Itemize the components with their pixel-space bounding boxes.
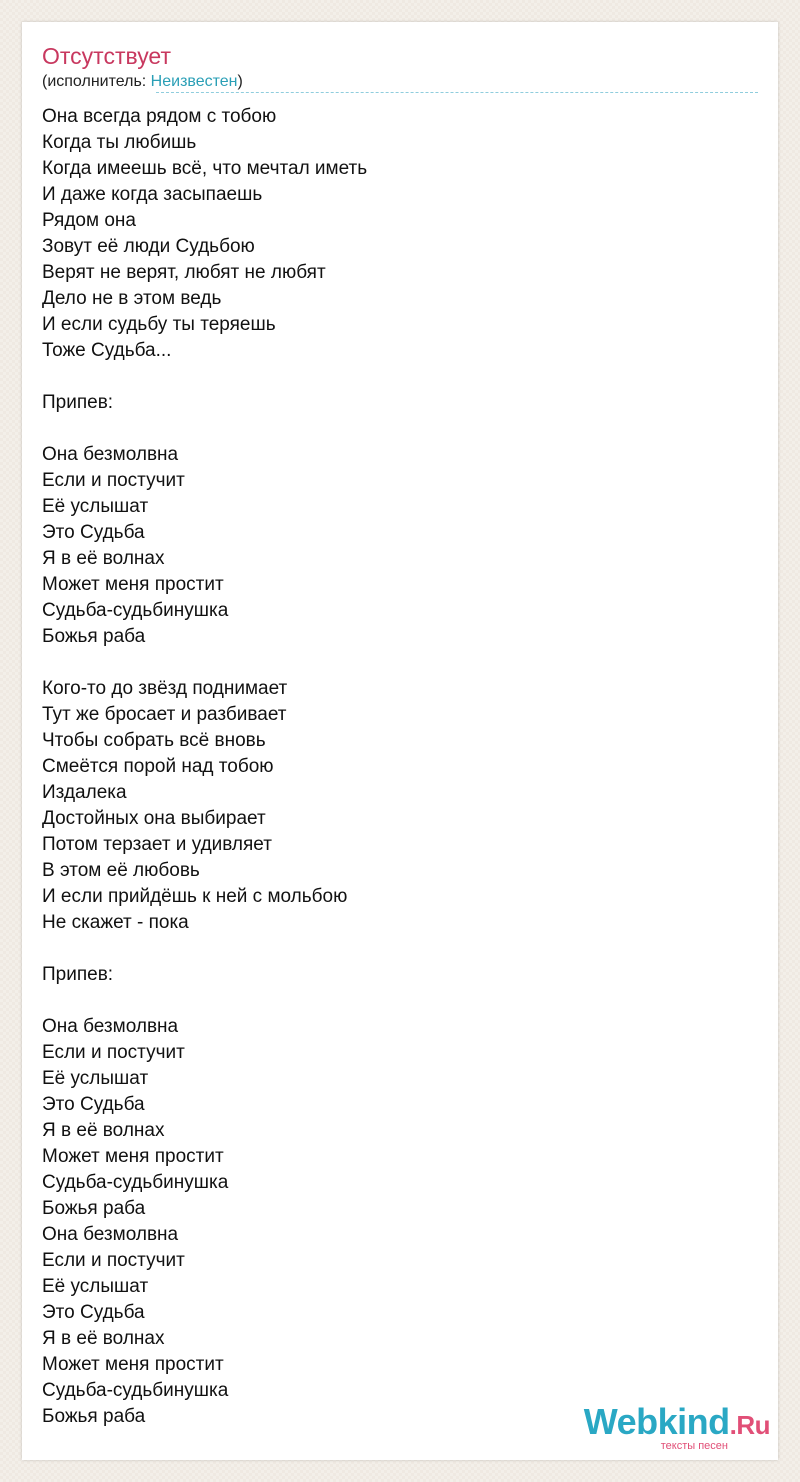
lyrics-line: Это Судьба <box>42 1094 145 1115</box>
lyrics-line: Божья раба <box>42 1198 146 1219</box>
lyrics-line: Издалека <box>42 782 127 803</box>
lyrics-blank-line <box>42 988 367 1014</box>
lyrics-line: Божья раба <box>42 626 146 647</box>
lyrics-line: Я в её волнах <box>42 1328 165 1349</box>
lyrics-blank-line <box>42 650 367 676</box>
lyrics-line: Если и постучит <box>42 1042 185 1063</box>
logo-brand-tld: .Ru <box>729 1410 770 1440</box>
lyrics-line: Её услышат <box>42 496 149 517</box>
song-title: Отсутствует <box>42 43 171 69</box>
lyrics-line: Судьба-судьбинушка <box>42 1172 229 1193</box>
song-meta <box>42 72 243 92</box>
site-logo[interactable] <box>570 1403 770 1452</box>
lyrics-line: Верят не верят, любят не любят <box>42 262 326 283</box>
lyrics-line: Потом терзает и удивляет <box>42 834 272 855</box>
lyrics-line: Её услышат <box>42 1276 149 1297</box>
lyrics-line: Я в её волнах <box>42 1120 165 1141</box>
lyrics-blank-line <box>42 364 367 390</box>
lyrics-line: Припев: <box>42 964 114 985</box>
lyrics-line: В этом её любовь <box>42 860 200 881</box>
lyrics-line: Когда ты любишь <box>42 132 197 153</box>
lyrics-line: И если прийдёшь к ней с мольбою <box>42 886 348 907</box>
lyrics-line: Припев: <box>42 392 114 413</box>
lyrics-line: Это Судьба <box>42 1302 145 1323</box>
lyrics-line: Когда имеешь всё, что мечтал иметь <box>42 158 368 179</box>
lyrics-line: Тут же бросает и разбивает <box>42 704 287 725</box>
lyrics-blank-line <box>42 416 367 442</box>
lyrics-line: Дело не в этом ведь <box>42 288 222 309</box>
lyrics-line: Кого-то до звёзд поднимает <box>42 678 288 699</box>
lyrics-line: Она всегда рядом с тобою <box>42 106 277 127</box>
lyrics-line: Чтобы собрать всё вновь <box>42 730 266 751</box>
meta-suffix: ) <box>237 73 243 90</box>
lyrics-line: Судьба-судьбинушка <box>42 600 229 621</box>
lyrics-card <box>22 22 778 1460</box>
lyrics-body <box>42 104 367 1430</box>
lyrics-line: Тоже Судьба... <box>42 340 172 361</box>
lyrics-line: Зовут её люди Судьбою <box>42 236 255 257</box>
lyrics-line: Может меня простит <box>42 574 224 595</box>
artist-link[interactable]: Неизвестен <box>150 73 238 90</box>
lyrics-line: Смеётся порой над тобою <box>42 756 274 777</box>
logo-brand-name: Webkind <box>583 1401 730 1442</box>
lyrics-line: Божья раба <box>42 1406 146 1427</box>
lyrics-line: Она безмолвна <box>42 1016 179 1037</box>
title-divider <box>156 92 758 93</box>
lyrics-line: Она безмолвна <box>42 1224 179 1245</box>
lyrics-line: Если и постучит <box>42 470 185 491</box>
lyrics-line: Её услышат <box>42 1068 149 1089</box>
lyrics-line: Достойных она выбирает <box>42 808 266 829</box>
lyrics-line: Это Судьба <box>42 522 145 543</box>
lyrics-line: Может меня простит <box>42 1354 224 1375</box>
lyrics-line: И если судьбу ты теряешь <box>42 314 276 335</box>
lyrics-line: Она безмолвна <box>42 444 179 465</box>
lyrics-line: Не скажет - пока <box>42 912 189 933</box>
lyrics-line: Рядом она <box>42 210 136 231</box>
logo-brand <box>570 1403 770 1444</box>
lyrics-line: И даже когда засыпаешь <box>42 184 263 205</box>
meta-prefix: (исполнитель: <box>42 73 151 90</box>
lyrics-line: Может меня простит <box>42 1146 224 1167</box>
lyrics-line: Я в её волнах <box>42 548 165 569</box>
lyrics-line: Судьба-судьбинушка <box>42 1380 229 1401</box>
logo-tagline: тексты песен <box>660 1440 728 1452</box>
lyrics-blank-line <box>42 936 367 962</box>
lyrics-line: Если и постучит <box>42 1250 185 1271</box>
